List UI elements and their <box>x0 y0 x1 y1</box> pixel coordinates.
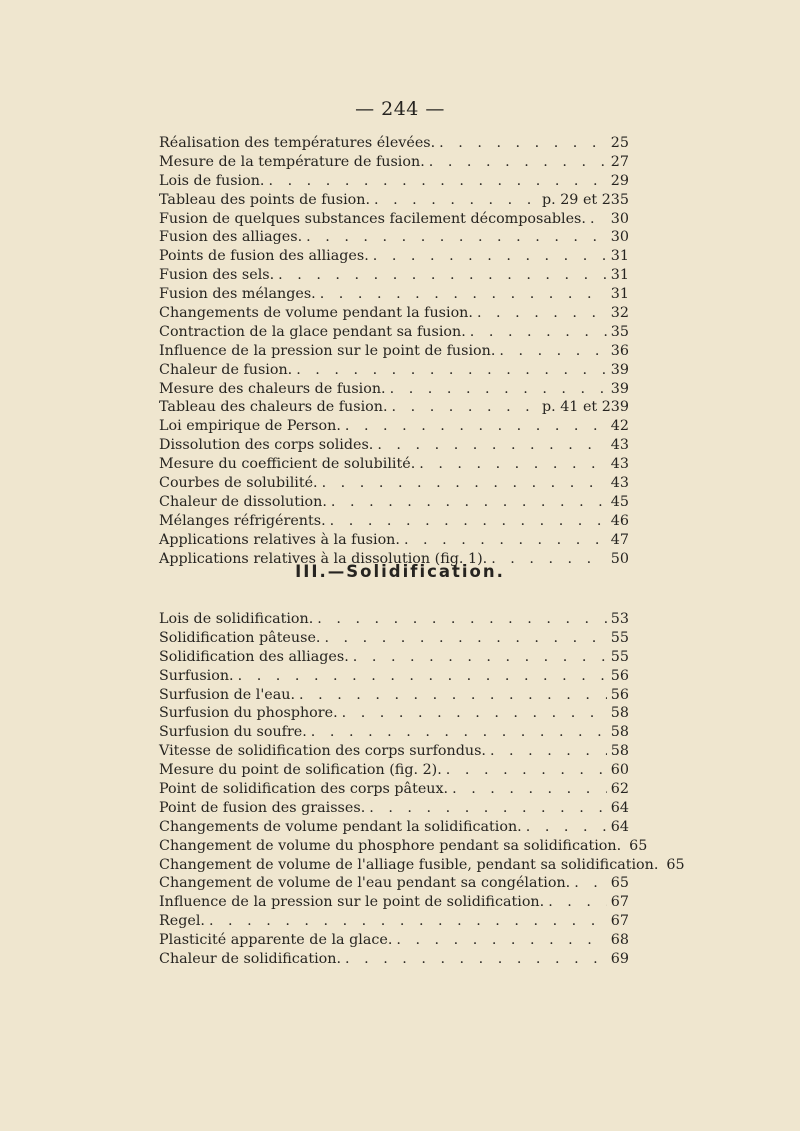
toc-entry <box>159 191 629 210</box>
dot-leader <box>392 398 538 417</box>
toc-entry-page: 67 <box>610 913 629 930</box>
toc-entry <box>159 361 629 380</box>
dot-leader <box>446 761 607 780</box>
toc-entry-title: Chaleur de solidification. <box>159 951 342 968</box>
dot-leader <box>419 455 607 474</box>
toc-entry <box>159 266 629 285</box>
toc-entry-title: Chaleur de fusion. <box>159 361 293 378</box>
dot-leader <box>590 210 607 229</box>
toc-entry <box>159 610 629 629</box>
toc-entry-page: 50 <box>610 550 629 567</box>
toc-entry-page: 42 <box>610 418 629 435</box>
toc-entry <box>159 874 629 893</box>
toc-entry <box>159 228 629 247</box>
toc-entry <box>159 474 629 493</box>
toc-entry-title: Applications relatives à la dissolution (fig. 1). <box>159 550 488 567</box>
dot-leader <box>574 874 607 893</box>
dot-leader <box>390 380 607 399</box>
dot-leader <box>345 950 607 969</box>
toc-entry-title: Points de fusion des alliages. <box>159 248 369 265</box>
dot-leader <box>311 723 607 742</box>
toc-entry-title: Vitesse de solidification des corps surfondus. <box>159 743 486 760</box>
dot-leader <box>345 417 607 436</box>
dot-leader <box>306 228 607 247</box>
toc-entry-page: 39 <box>610 380 629 397</box>
toc-entry-page: 56 <box>610 686 629 703</box>
toc-entry-page: 60 <box>610 762 629 779</box>
dot-leader <box>548 893 607 912</box>
toc-entry-page: 46 <box>610 512 629 529</box>
toc-entry-page: 31 <box>610 267 629 284</box>
toc-entry-title: Fusion de quelques substances facilement décomposables. <box>159 210 586 227</box>
toc-entry <box>159 837 648 856</box>
toc-entry-page: 65 <box>629 837 648 854</box>
toc-entry-page: 55 <box>610 648 629 665</box>
dot-leader <box>499 342 606 361</box>
toc-entry-title: Courbes de solubilité. <box>159 475 318 492</box>
dot-leader <box>317 610 607 629</box>
toc-entry <box>159 417 629 436</box>
toc-entry <box>159 172 629 191</box>
toc-entry-page: 64 <box>610 799 629 816</box>
dot-leader <box>374 191 538 210</box>
toc-entry <box>159 648 629 667</box>
toc-entry <box>159 686 629 705</box>
toc-entry-title: Fusion des mélanges. <box>159 286 316 303</box>
toc-entry-title: Surfusion du soufre. <box>159 724 307 741</box>
toc-entry <box>159 629 629 648</box>
toc-entry <box>159 398 629 417</box>
dot-leader <box>404 531 607 550</box>
toc-entry <box>159 153 629 172</box>
toc-entry-page: 25 <box>610 135 629 151</box>
section-heading: III.—Solidification. <box>295 562 505 581</box>
toc-entry-page: p. 29 et 235 <box>541 191 629 208</box>
toc-entry-page: 45 <box>610 493 629 510</box>
toc-entry-title: Contraction de la glace pendant sa fusion. <box>159 323 466 340</box>
dot-leader <box>209 912 607 931</box>
toc-entry-title: Dissolution des corps solides. <box>159 437 374 454</box>
toc-entry-title: Mélanges réfrigérents. <box>159 512 326 529</box>
toc-entry-page: 43 <box>610 437 629 454</box>
page-number: — 244 — <box>355 98 445 120</box>
toc-entry-page: 55 <box>610 629 629 646</box>
dot-leader <box>322 474 607 493</box>
toc-entry <box>159 931 629 950</box>
toc-entry <box>159 704 629 723</box>
toc-entry-title: Changements de volume pendant la fusion. <box>159 305 473 322</box>
dot-leader <box>369 799 607 818</box>
toc-entry-title: Solidification pâteuse. <box>159 629 321 646</box>
dot-leader <box>452 780 607 799</box>
toc-entry-title: Réalisation des températures élevées. <box>159 135 436 151</box>
toc-entry-title: Lois de solidification. <box>159 611 314 627</box>
toc-entry-page: 32 <box>610 305 629 322</box>
toc-entry-page: 58 <box>610 724 629 741</box>
dot-leader <box>324 629 606 648</box>
toc-entry-page: 30 <box>610 229 629 246</box>
toc-entry-page: 53 <box>610 611 629 627</box>
toc-entry-page: 67 <box>610 894 629 911</box>
toc-entry-page: 31 <box>610 286 629 303</box>
toc-entry <box>159 304 629 323</box>
toc-entry-title: Plasticité apparente de la glace. <box>159 932 393 949</box>
dot-leader <box>377 436 606 455</box>
toc-entry <box>159 723 629 742</box>
toc-entry <box>159 210 629 229</box>
toc-entry <box>159 667 629 686</box>
toc-entry-title: Solidification des alliages. <box>159 648 349 665</box>
toc-entry-page: 58 <box>610 705 629 722</box>
toc-entry-title: Chaleur de dissolution. <box>159 493 327 510</box>
toc-entry-title: Changement de volume du phosphore pendant sa solidification. <box>159 837 622 854</box>
dot-leader <box>330 512 607 531</box>
toc-entry-page: 30 <box>610 210 629 227</box>
toc-entry-title: Mesure de la température de fusion. <box>159 153 425 170</box>
toc-entry <box>159 761 629 780</box>
toc-entry-title: Changement de volume de l'eau pendant sa congélation. <box>159 875 571 892</box>
toc-entry-page: 47 <box>610 531 629 548</box>
toc-entry-page: 69 <box>610 951 629 968</box>
toc-list-solidification <box>159 610 685 969</box>
dot-leader <box>342 704 607 723</box>
toc-entry-page: 29 <box>610 172 629 189</box>
dot-leader <box>268 172 606 191</box>
toc-entry-page: 27 <box>610 153 629 170</box>
dot-leader <box>331 493 607 512</box>
toc-entry-page: 58 <box>610 743 629 760</box>
toc-entry-page: 65 <box>666 856 685 873</box>
toc-entry-title: Fusion des alliages. <box>159 229 303 246</box>
toc-entry-page: 39 <box>610 361 629 378</box>
toc-entry <box>159 493 629 512</box>
dot-leader <box>278 266 607 285</box>
toc-entry-title: Surfusion du phosphore. <box>159 705 338 722</box>
toc-entry-page: 64 <box>610 818 629 835</box>
toc-entry-title: Fusion des sels. <box>159 267 275 284</box>
toc-entry <box>159 134 629 153</box>
toc-entry-title: Surfusion de l'eau. <box>159 686 296 703</box>
toc-entry <box>159 950 629 969</box>
toc-entry-title: Changements de volume pendant la solidification. <box>159 818 522 835</box>
toc-entry-title: Lois de fusion. <box>159 172 265 189</box>
toc-entry <box>159 531 629 550</box>
dot-leader <box>373 247 607 266</box>
toc-entry-title: Tableau des points de fusion. <box>159 191 370 208</box>
toc-entry-page: 36 <box>610 342 629 359</box>
toc-entry-page: 68 <box>610 932 629 949</box>
dot-leader <box>477 304 607 323</box>
toc-entry <box>159 856 685 875</box>
dot-leader <box>429 153 607 172</box>
toc-entry-title: Point de solidification des corps pâteux. <box>159 781 449 798</box>
toc-entry-page: 56 <box>610 667 629 684</box>
toc-entry <box>159 780 629 799</box>
toc-entry-title: Influence de la pression sur le point de fusion. <box>159 342 496 359</box>
dot-leader <box>238 667 607 686</box>
toc-entry <box>159 912 629 931</box>
toc-entry-title: Tableau des chaleurs de fusion. <box>159 399 388 416</box>
dot-leader <box>353 648 607 667</box>
toc-entry <box>159 285 629 304</box>
toc-entry <box>159 893 629 912</box>
toc-entry <box>159 455 629 474</box>
dot-leader <box>320 285 607 304</box>
toc-entry <box>159 247 629 266</box>
dot-leader <box>526 818 607 837</box>
toc-entry-page: 62 <box>610 781 629 798</box>
toc-entry <box>159 799 629 818</box>
toc-entry-page: 43 <box>610 456 629 473</box>
toc-entry-title: Changement de volume de l'alliage fusible, pendant sa solidification. <box>159 856 659 873</box>
toc-entry <box>159 436 629 455</box>
toc-entry <box>159 342 629 361</box>
toc-list-fusion <box>159 134 629 568</box>
dot-leader <box>439 134 607 153</box>
toc-entry-title: Point de fusion des graisses. <box>159 799 366 816</box>
toc-entry-page: 31 <box>610 248 629 265</box>
toc-entry-page: 35 <box>610 323 629 340</box>
toc-entry-title: Regel. <box>159 913 205 930</box>
toc-entry <box>159 512 629 531</box>
toc-entry-title: Mesure des chaleurs de fusion. <box>159 380 386 397</box>
toc-entry-page: p. 41 et 239 <box>541 399 629 416</box>
toc-entry-title: Applications relatives à la fusion. <box>159 531 400 548</box>
toc-entry-page: 43 <box>610 475 629 492</box>
dot-leader <box>396 931 606 950</box>
toc-entry-title: Loi empirique de Person. <box>159 418 341 435</box>
dot-leader <box>299 686 607 705</box>
toc-entry-title: Influence de la pression sur le point de solidification. <box>159 894 545 911</box>
dot-leader <box>470 323 607 342</box>
toc-entry-title: Mesure du point de solification (fig. 2). <box>159 762 442 779</box>
toc-entry-title: Mesure du coefficient de solubilité. <box>159 456 416 473</box>
toc-entry <box>159 742 629 761</box>
toc-entry <box>159 818 629 837</box>
dot-leader <box>490 742 607 761</box>
toc-entry <box>159 380 629 399</box>
toc-entry-page: 65 <box>610 875 629 892</box>
toc-entry <box>159 323 629 342</box>
dot-leader <box>296 361 607 380</box>
toc-entry-title: Surfusion. <box>159 667 234 684</box>
